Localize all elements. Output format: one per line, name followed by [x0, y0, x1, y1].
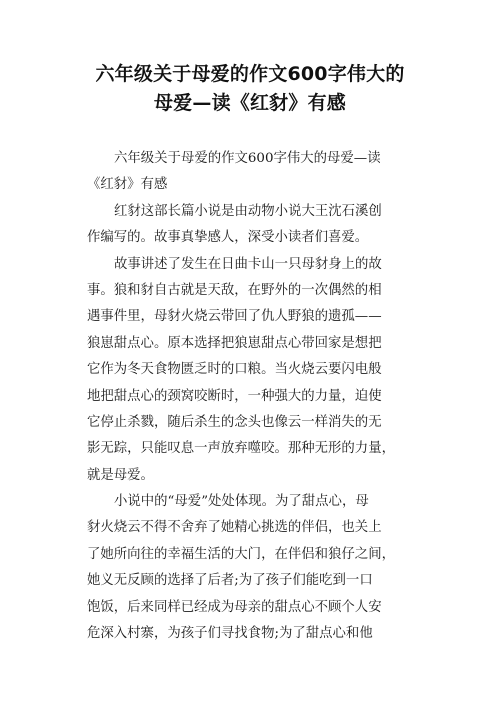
title-line-2: 母爱—读《红豺》有感 [153, 92, 346, 114]
body-text-line: 事。狼和豺自古就是天敌，在野外的一次偶然的相 [87, 282, 382, 298]
body-text-line: 豺火烧云不得不舍弃了她精心挑选的伴侣，也关上 [87, 520, 382, 536]
body-text-line: 它停止杀戮，随后杀生的念头也像云一样消失的无 [87, 414, 382, 430]
body-text-line: 地把甜点心的颈窝咬断时，一种强大的力量，迫使 [87, 388, 382, 404]
body-text-line: 她义无反顾的选择了后者;为了孩子们能吃到一口 [87, 573, 373, 589]
body-text-line: 它作为冬天食物匮乏时的口粮。当火烧云要闪电般 [87, 362, 382, 378]
title-line-1: 六年级关于母爱的作文600字伟大的 [95, 63, 405, 85]
body-text-line: 遇事件里，母豺火烧云带回了仇人野狼的遗孤—— [87, 309, 382, 325]
body-text-line: 危深入村寨，为孩子们寻找食物;为了甜点心和他 [87, 626, 373, 642]
body-text-line: 影无踪，只能叹息一声放弃噬咬。那种无形的力量， [87, 441, 395, 457]
body-text-line: 了她所向往的幸福生活的大门，在伴侣和狼仔之间， [87, 546, 395, 562]
body-text-line: 就是母爱。 [87, 467, 154, 483]
body-text-line: 小说中的“母爱”处处体现。为了甜点心，母 [114, 494, 369, 510]
body-text-line: 《红豺》有感 [87, 177, 168, 193]
document-title [40, 60, 460, 118]
body-text-line: 六年级关于母爱的作文600字伟大的母爱—读 [114, 151, 381, 166]
body-text-line: 狼崽甜点心。原本选择把狼崽甜点心带回家是想把 [87, 335, 382, 351]
body-text-line: 作编写的。故事真挚感人，深受小读者们喜爱。 [87, 230, 369, 246]
body-text-line: 饱饭，后来同样已经成为母亲的甜点心不顾个人安 [87, 599, 382, 615]
body-text-line: 故事讲述了发生在日曲卡山一只母豺身上的故 [114, 256, 382, 272]
body-text-line: 红豺这部长篇小说是由动物小说大王沈石溪创 [114, 203, 382, 219]
document-body [87, 146, 417, 647]
